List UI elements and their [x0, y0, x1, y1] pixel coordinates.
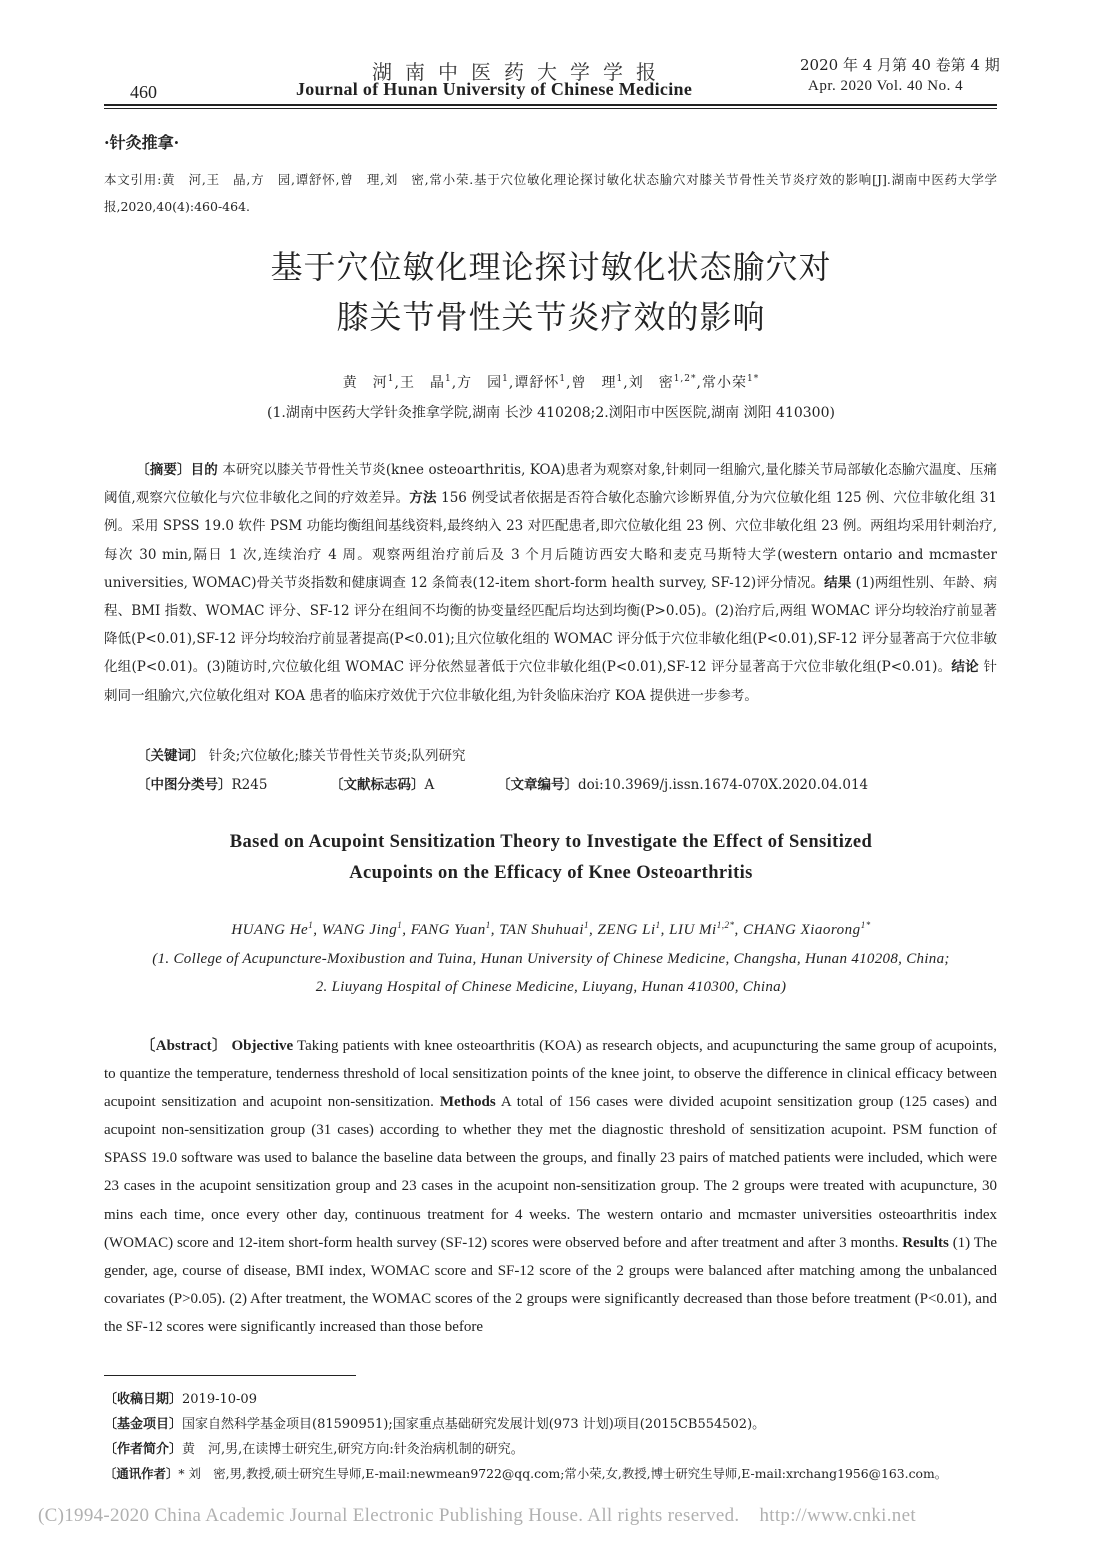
footnote-correspondence — [104, 1464, 947, 1482]
fund-label: 〔基金项目〕 — [104, 1417, 183, 1432]
corr-label: 〔通讯作者〕 — [104, 1466, 179, 1481]
doc-label: 〔文献标志码〕 — [330, 777, 425, 793]
author-en: HUANG He$^1$ — [231, 920, 314, 938]
methods-cn-label: 方法 — [409, 490, 437, 507]
footnote-received — [104, 1388, 257, 1407]
conclusion-cn: 针刺同一组腧穴,穴位敏化组对 KOA 患者的临床疗效优于穴位非敏化组,为针灸临床治疗 KOA 提供进一步参考。 — [104, 659, 998, 704]
keywords-text: 针灸;穴位敏化;膝关节骨性关节炎;队列研究 — [208, 748, 466, 764]
page-number: 460 — [130, 82, 157, 102]
author-en: FANG Yuan$^1$ — [410, 920, 491, 938]
header-rule-thin — [104, 108, 997, 109]
author-bio-label: 〔作者简介〕 — [104, 1442, 183, 1457]
header-rule-thick — [104, 104, 997, 106]
journal-title-cn: 湖南中医药大学学报 — [372, 60, 669, 84]
author-bio-text: 黄 河,男,在读博士研究生,研究方向:针灸治病机制的研究。 — [182, 1442, 524, 1457]
objective-cn-label: 目的 — [190, 462, 218, 478]
title-cn-line2: 膝关节骨性关节炎疗效的影响 — [336, 298, 766, 336]
keywords-cn — [137, 744, 465, 764]
affiliation-cn: (1.湖南中医药大学针灸推拿学院,湖南 长沙 410208;2.浏阳市中医医院,湖南 浏阳 410300) — [267, 405, 835, 421]
author-en: ZENG Li$^1$ — [597, 920, 661, 938]
objective-en-label: Objective — [231, 1038, 294, 1054]
citation: 本文引用:黄 河,王 晶,方 园,谭舒怀,曾 理,刘 密,常小荣.基于穴位敏化理论探讨敏化状态腧穴对膝关节骨性关节炎疗效的影响[J].湖南中医药大学学报,2020,40(4):460-464. — [104, 172, 997, 214]
title-en-line1: Based on Acupoint Sensitization Theory to Investigate the Effect of Sensitized — [229, 832, 873, 852]
results-cn-label: 结果 — [824, 574, 852, 591]
methods-cn: 156 例受试者依据是否符合敏化态腧穴诊断界值,分为穴位敏化组 125 例、穴位非敏化组 31 例。采用 SPSS 19.0 软件 PSM 功能均衡组间基线资料,最终纳入 23 对匹配患者,即穴位敏化组 23 例、穴位非敏化组 23 例。两组均采用针刺治疗,每次 30 min,隔日 1 次,连续治疗 4 周。观察两组治疗前后及 3 个月后随访西安大略和麦克马斯特大学(western ontario and mcmaster universities, WOMAC)骨关节炎指数和健康调查 12 条简表(12-item short-form health survey, SF-12)评分情况。 — [104, 490, 998, 591]
author-cn: 王 晶$^1$ — [399, 374, 452, 391]
keywords-label: 〔关键词〕 — [137, 748, 205, 764]
received-date: 2019-10-09 — [182, 1392, 257, 1407]
conclusion-cn-label: 结论 — [951, 659, 979, 676]
fund-text: 国家自然科学基金项目(81590951);国家重点基础研究发展计划(973 计划)项目(2015CB554502)。 — [182, 1417, 766, 1432]
abstract-cn-label: 〔摘要〕 — [136, 462, 191, 478]
article-label: 〔文章编号〕 — [497, 777, 578, 793]
title-en-line2: Acupoints on the Efficacy of Knee Osteoarthritis — [349, 863, 753, 883]
clc-code — [137, 773, 267, 793]
issue-cn: 2020 年 4 月第 40 卷第 4 期 — [800, 56, 1000, 74]
authors-en: HUANG He$^1$, WANG Jing$^1$, FANG Yuan$^1$, TAN Shuhuai$^1$, ZENG Li$^1$, LIU $Mi^{1,2*}$, CHANG Xiaorong$^{1*}$ — [231, 920, 871, 938]
abstract-cn — [104, 456, 997, 710]
received-label: 〔收稿日期〕 — [104, 1392, 183, 1407]
doc-value: A — [424, 777, 435, 793]
author-en: LIU $Mi^{1,2*}$ — [669, 920, 735, 938]
abstract-en — [104, 1032, 997, 1341]
affiliation-en-line2: 2. Liuyang Hospital of Chinese Medicine, Liuyang, Hunan 410300, China) — [315, 979, 787, 995]
title-cn-line1: 基于穴位敏化理论探讨敏化状态腧穴对 — [270, 248, 832, 286]
author-cn: 谭舒怀$^1$ — [514, 374, 567, 391]
copyright-footer — [38, 1505, 916, 1527]
column-label: ·针灸推拿· — [104, 133, 180, 152]
authors-cn: 黄 河$^1$,王 晶$^1$,方 园$^1$,谭舒怀$^1$,曾 理$^1$,刘 密$^{1,2*}$,常小荣$^{1*}$ — [342, 374, 760, 391]
affiliation-en-line1: (1. College of Acupuncture-Moxibustion and Tuina, Hunan University of Chinese Medicine, Changsha, Hunan 410208, China; — [152, 951, 950, 967]
author-cn: 刘 密$^{1,2*}$ — [628, 374, 697, 391]
cnki-url[interactable]: http://www.cnki.net — [759, 1505, 916, 1526]
corr-text: * 刘 密,男,教授,硕士研究生导师,E-mail:newmean9722@qq.com;常小荣,女,教授,博士研究生导师,E-mail:xrchang1956@163.com。 — [178, 1466, 948, 1481]
article-value: doi:10.3969/j.issn.1674-070X.2020.04.014 — [578, 777, 869, 793]
clc-label: 〔中图分类号〕 — [137, 777, 232, 793]
footnote-fund — [104, 1413, 765, 1432]
footnote-rule — [104, 1375, 356, 1376]
document-code — [330, 773, 434, 793]
results-en: (1) The gender, age, course of disease, BMI index, WOMAC score and SF-12 score of the 2 groups were balanced after matching among the unbalanced covariates (P>0.05). (2) After treatment, the WOMAC scores of the 2 groups were significantly decreased than those before treatment (P<0.01), and the SF-12 scores were significantly increased than those before — [104, 1234, 998, 1335]
article-number — [497, 773, 868, 793]
author-en: TAN Shuhuai$^1$ — [499, 920, 590, 938]
author-cn: 方 园$^1$ — [457, 374, 509, 391]
author-en: CHANG Xiaorong$^{1*}$ — [742, 920, 871, 938]
methods-en-label: Methods — [439, 1094, 496, 1111]
methods-en: A total of 156 cases were divided acupoint sensitization group (125 cases) and acupoint non-sensitization group (31 cases) according to whether they met the diagnostic threshold of sensitization acupoint. PSM function of SPASS 19.0 software was used to balance the baseline data between the groups, and finally 23 pairs of matched patients were included, which were 23 cases in the acupoint sensitization group and 23 cases in the acupoint non-sensitization group. The 2 groups were treated with acupuncture, 30 mins each time, once every other day, continuous treatment for 4 weeks. The western ontario and mcmaster universities osteoarthritis index (WOMAC) score and 12-item short-form health survey (SF-12) scores were observed before and after treatment and after 3 months. — [104, 1094, 998, 1251]
copyright-text: (C)1994-2020 China Academic Journal Electronic Publishing House. All rights reserved. — [38, 1505, 740, 1526]
footnote-author — [104, 1438, 524, 1457]
results-cn: (1)两组性别、年龄、病程、BMI 指数、WOMAC 评分、SF-12 评分在组间不均衡的协变量经匹配后均达到均衡(P>0.05)。(2)治疗后,两组 WOMAC 评分均较治疗前显著降低(P<0.01),SF-12 评分均较治疗前显著提高(P<0.01);且穴位敏化组的 WOMAC 评分低于穴位非敏化组(P<0.01),SF-12 评分显著高于穴位非敏化组(P<0.01)。(3)随访时,穴位敏化组 WOMAC 评分依然显著低于穴位非敏化组(P<0.01),SF-12 评分显著高于穴位非敏化组(P<0.01)。 — [104, 574, 998, 676]
objective-en: Taking patients with knee osteoarthritis (KOA) as research objects, and acupuncturing the same group of acupoints, to quantize the temperature, tenderness threshold of local sensitization points of the knee joint, to observe the difference in clinical efficacy between acupoint sensitization and acupoint non-sensitization. — [104, 1038, 997, 1111]
journal-title-en: Journal of Hunan University of Chinese Medicine — [296, 79, 693, 99]
author-cn: 曾 理$^1$ — [571, 374, 624, 391]
author-cn: 黄 河$^1$ — [342, 374, 395, 391]
author-cn: 常小荣$^{1*}$ — [701, 374, 760, 391]
author-en: WANG Jing$^1$ — [321, 920, 403, 938]
objective-cn: 本研究以膝关节骨性关节炎(knee osteoarthritis, KOA)患者为观察对象,针刺同一组腧穴,量化膝关节局部敏化态腧穴温度、压痛阈值,观察穴位敏化与穴位非敏化之间的疗效差异。 — [104, 462, 998, 507]
issue-en: Apr. 2020 Vol. 40 No. 4 — [808, 78, 964, 94]
clc-value: R245 — [231, 777, 268, 793]
abstract-en-label: 〔Abstract〕 — [140, 1038, 228, 1054]
results-en-label: Results — [902, 1234, 949, 1251]
